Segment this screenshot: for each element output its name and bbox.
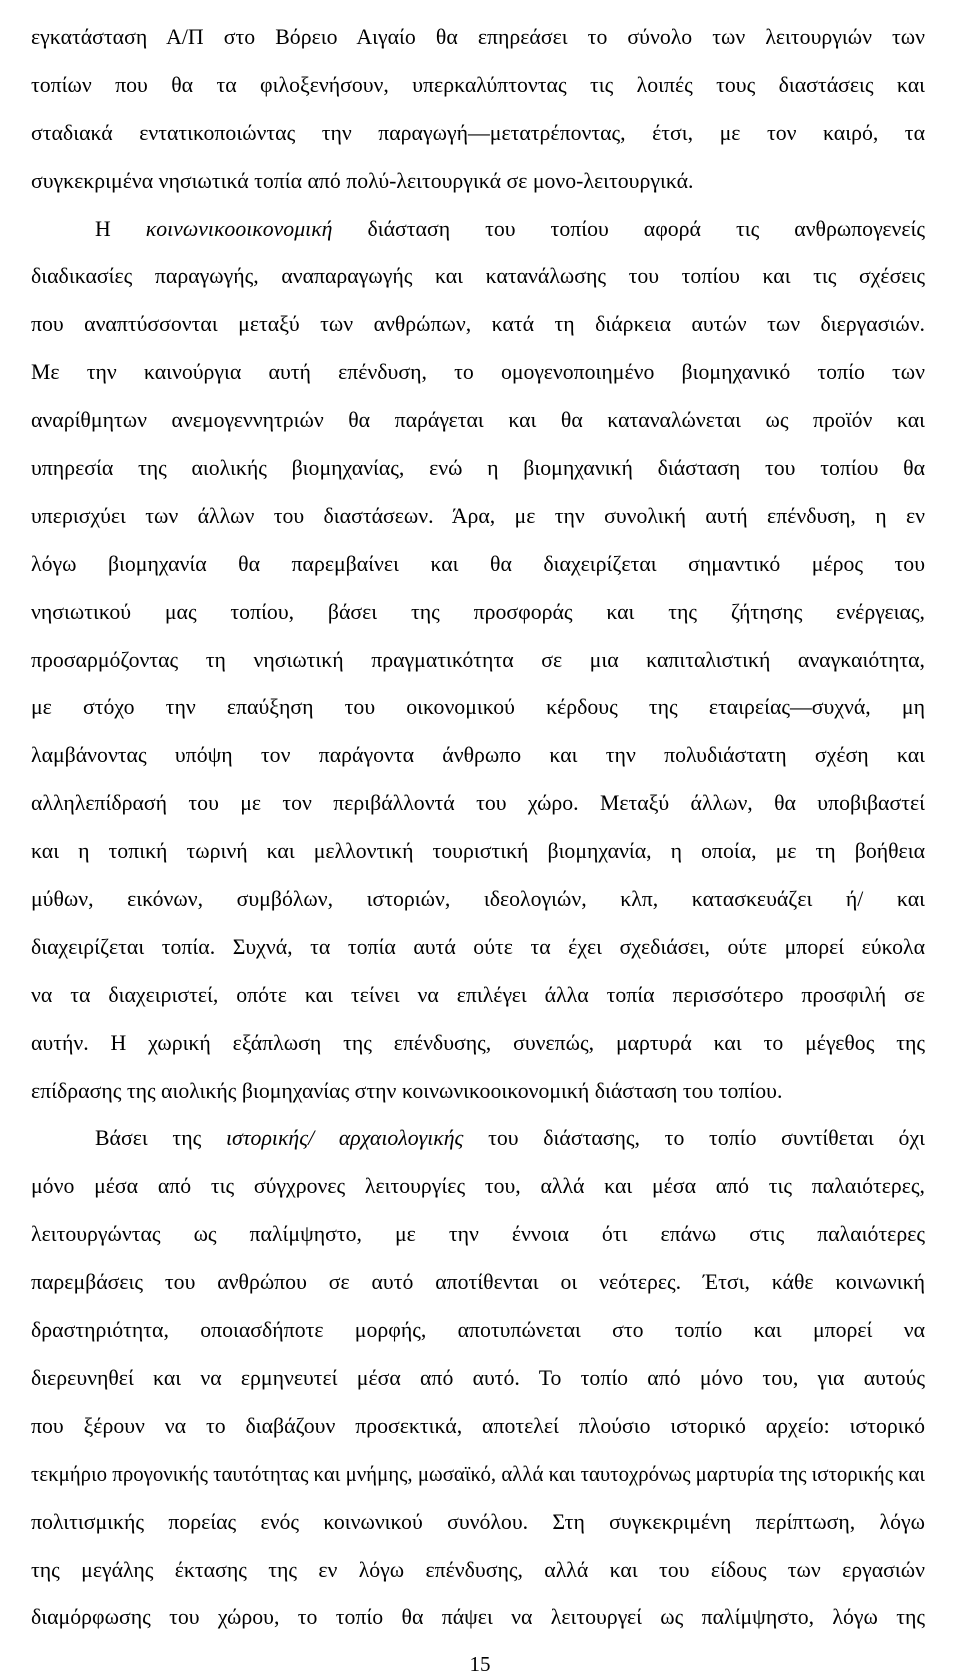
text-line [31, 493, 925, 541]
text-line [31, 1499, 925, 1547]
text-line [31, 732, 925, 780]
text-line [31, 397, 925, 445]
text-line [31, 780, 925, 828]
text-segment: προσαρμόζοντας τη νησιωτική πραγματικότητα σε μια καπιταλιστική αναγκαιότητα, [31, 647, 925, 672]
text-line [31, 1115, 925, 1163]
text-segment: λειτουργώντας ως παλίμψηστο, με την έννοια ότι επάνω στις παλαιότερες [31, 1222, 925, 1247]
text-segment: πολιτισμικής πορείας ενός κοινωνικού συνόλου. Στη συγκεκριμένη περίπτωση, λόγω [31, 1509, 925, 1534]
text-line [31, 541, 925, 589]
text-segment: υπηρεσία της αιολικής βιομηχανίας, ενώ η βιομηχανική διάσταση του τοπίου θα [31, 456, 925, 481]
text-line [31, 206, 925, 254]
text-line [31, 110, 925, 158]
text-segment: διάσταση του τοπίου αφορά τις ανθρωπογενείς [332, 216, 925, 241]
text-segment: τοπίων που θα τα φιλοξενήσουν, υπερκαλύπτοντας τις λοιπές τους διαστάσεις και [31, 72, 925, 97]
text-segment: διαδικασίες παραγωγής, αναπαραγωγής και κατανάλωσης του τοπίου και τις σχέσεις [31, 264, 925, 289]
text-segment: να τα διαχειριστεί, οπότε και τείνει να επιλέγει άλλα τοπία περισσότερο προσφιλή σε [31, 982, 925, 1007]
text-line [31, 301, 925, 349]
text-segment: της μεγάλης έκτασης της εν λόγω επένδυσης, αλλά και του είδους των εργασιών [31, 1557, 925, 1582]
page-number: 15 [469, 1652, 491, 1676]
text-segment: σταδιακά εντατικοποιώντας την παραγωγή—μετατρέποντας, έτσι, με τον καιρό, τα [31, 120, 925, 145]
text-segment: εγκατάσταση Α/Π στο Βόρειο Αιγαίο θα επηρεάσει το σύνολο των λειτουργιών των [31, 25, 925, 49]
text-segment: με στόχο την επαύξηση του οικονομικού κέρδους της εταιρείας—συχνά, μη [31, 695, 925, 720]
text-segment: λαμβάνοντας υπόψη τον παράγοντα άνθρωπο και την πολυδιάστατη σχέση και [31, 743, 925, 768]
text-segment: που αναπτύσσονται μεταξύ των ανθρώπων, κατά τη διάρκεια αυτών των διεργασιών. [31, 312, 925, 337]
text-segment: διερευνηθεί και να ερμηνευτεί μέσα από αυτό. Το τοπίο από μόνο του, για αυτούς [31, 1365, 925, 1390]
text-segment: αυτήν. Η χωρική εξάπλωση της επένδυσης, συνεπώς, μαρτυρά και το μέγεθος της [31, 1030, 925, 1055]
text-segment: του διάστασης, το τοπίο συντίθεται όχι [463, 1126, 925, 1151]
emphasized-term: ιστορικής/ αρχαιολογικής [225, 1126, 464, 1151]
text-line [31, 1259, 925, 1307]
text-line [31, 1403, 925, 1451]
text-line [31, 828, 925, 876]
text-segment: και η τοπική τωρινή και μελλοντική τουριστική βιομηχανία, η οποία, με τη βοήθεια [31, 839, 925, 864]
text-segment: λόγω βιομηχανία θα παρεμβαίνει και θα διαχειρίζεται σημαντικό μέρος του [31, 551, 925, 576]
text-line [31, 158, 925, 206]
text-segment: νησιωτικού μας τοπίου, βάσει της προσφοράς και της ζήτησης ενέργειας, [31, 599, 925, 624]
text-segment: αλληλεπίδρασή του με τον περιβάλλοντά του χώρο. Μεταξύ άλλων, θα υποβιβαστεί [31, 791, 925, 816]
text-line [31, 684, 925, 732]
text-segment: μόνο μέσα από τις σύγχρονες λειτουργίες του, αλλά και μέσα από τις παλαιότερες, [31, 1174, 925, 1199]
text-line [31, 253, 925, 301]
text-line [31, 445, 925, 493]
text-line [31, 1163, 925, 1211]
text-line [31, 1307, 925, 1355]
text-line [31, 589, 925, 637]
text-line [31, 1020, 925, 1068]
emphasized-term: κοινωνικοοικονομική [145, 216, 333, 241]
text-line [31, 349, 925, 397]
text-segment: παρεμβάσεις του ανθρώπου σε αυτό αποτίθενται οι νεότερες. Έτσι, κάθε κοινωνική [31, 1270, 925, 1295]
text-line [31, 1547, 925, 1595]
text-segment: Με την καινούργια αυτή επένδυση, το ομογενοποιημένο βιομηχανικό τοπίο των [31, 360, 925, 385]
text-segment: δραστηριότητα, οποιασδήποτε μορφής, αποτυπώνεται στο τοπίο και μπορεί να [31, 1318, 925, 1343]
text-line [31, 1451, 925, 1499]
text-segment: μύθων, εικόνων, συμβόλων, ιστοριών, ιδεολογιών, κλπ, κατασκευάζει ή/ και [31, 887, 925, 912]
text-segment: τεκμήριο προγονικής ταυτότητας και μνήμης, μωσαϊκό, αλλά και ταυτοχρόνως μαρτυρία της ιστορικής και [31, 1461, 925, 1486]
text-segment: αναρίθμητων ανεμογεννητριών θα παράγεται και θα καταναλώνεται ως προϊόν και [31, 408, 925, 433]
text-line [31, 1594, 925, 1642]
text-segment: υπερισχύει των άλλων του διαστάσεων. Άρα, με την συνολική αυτή επένδυση, η εν [31, 503, 925, 528]
text-segment: Βάσει της [95, 1126, 226, 1151]
text-line [31, 876, 925, 924]
text-line [31, 1211, 925, 1259]
text-line [31, 62, 925, 110]
text-segment: Η [95, 216, 146, 241]
text-segment: διαχειρίζεται τοπία. Συχνά, τα τοπία αυτά ούτε τα έχει σχεδιάσει, ούτε μπορεί εύκολα [31, 934, 925, 959]
text-line [31, 972, 925, 1020]
text-segment: επίδρασης της αιολικής βιομηχανίας στην κοινωνικοοικονομική διάσταση του τοπίου. [31, 1078, 783, 1103]
text-line [31, 14, 925, 62]
text-segment: διαμόρφωσης του χώρου, το τοπίο θα πάψει να λειτουργεί ως παλίμψηστο, λόγω της [31, 1605, 925, 1630]
text-line [31, 1355, 925, 1403]
text-line [31, 924, 925, 972]
text-line [31, 1068, 925, 1116]
text-line [31, 637, 925, 685]
text-segment: που ξέρουν να το διαβάζουν προσεκτικά, αποτελεί πλούσιο ιστορικό αρχείο: ιστορικό [31, 1413, 925, 1438]
body-text [31, 14, 925, 1642]
text-segment: συγκεκριμένα νησιωτικά τοπία από πολύ-λειτουργικά σε μονο-λειτουργικά. [31, 168, 694, 193]
